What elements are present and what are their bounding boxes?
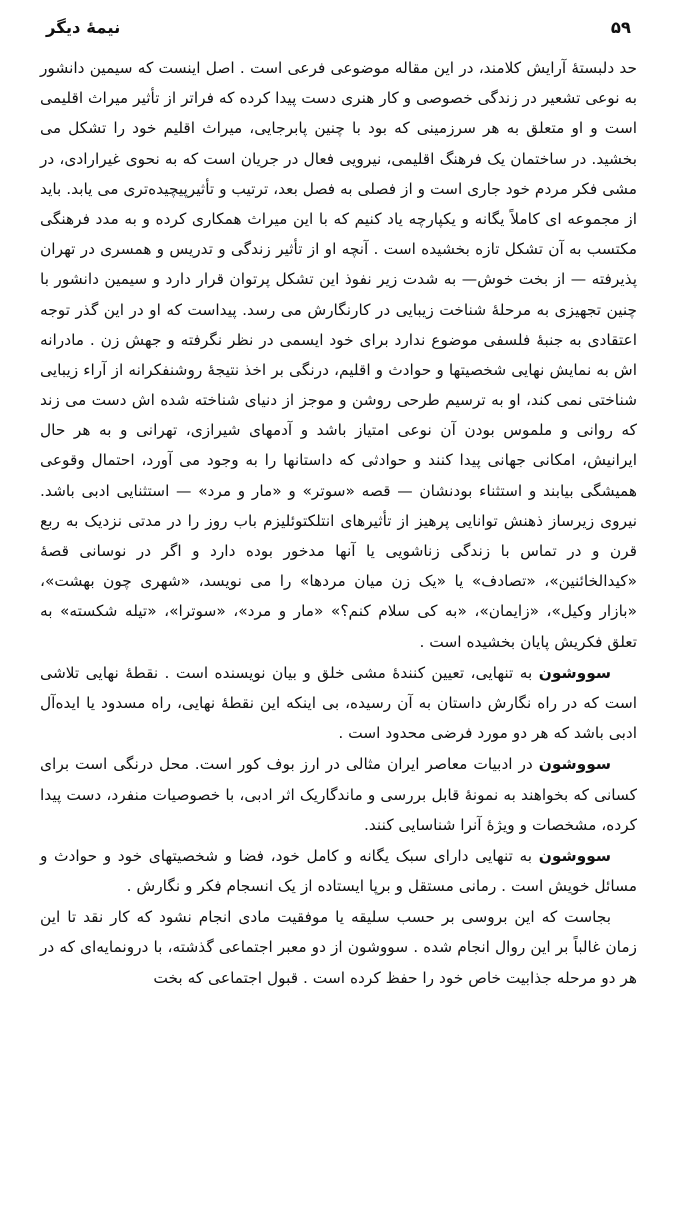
paragraph-1: حد دلبستهٔ آرایش کلامند، در این مقاله موضوعی فرعی است . اصل اینست که سیمین دانشور به نوعی تشعیر در زندگی خصوصی و کار هنری دست پیدا کرده که فراتر از تأثیر میراث اقلیمی است و او متعلق به هر سرزمینی که بود با چنین پابرجایی، میراث اقلیم خود را تشکل می بخشید. در ساختمان یک فرهنگ اقلیمی، نیرویی فعال در جریان است که به نحوی غیرارادی، در مشی فکر مردم خود جاری است و از فصلی به فصل بعد، ترتیب و تأثیرپیچیده‌تری می یابد. باید از مجموعه ای کاملاً یگانه و یکپارچه یاد کنیم که با این میراث همکاری کرده و به مدد فرهنگی مکتسب به آن تشکل تازه بخشیده است . آنچه او از تأثیر زندگی و تدریس و همسری در تهران پذیرفته — از بخت خوش— به شدت زیر نفوذ این تشکل پرتوان قرار دارد و سیمین دانشور با چنین تجهیزی به مرحلهٔ شناخت زیبایی در کارنگارش می رسد. پیداست که او در این گذر توجه اعتقادی به جنبهٔ فلسفی موضوع ندارد برای خود ایسمی در نظر نگرفته و جهش زن . مادرانه اش به نمایش نهایی شخصیتها و حوادث و اقلیم، درنگی بر اخذ نتیجهٔ روشنفکرانه از آراء زیبایی شناختی نمی کند، او به ترسیم طرحی روشن و موجز از دنیای شناخته شده اش دست می زند که روانی و ملموس بودن آن نوعی امتیاز باشد و آدمهای شیرازی، تهرانی و به هر حال ایرانیش، امکانی جهانی پیدا کنند و حوادثی که داستانها را به وجود می آورد، احتمال وقوعی همیشگی بیابند و استثناء بودنشان — قصه «سوتر» و «مار و مرد» — استثنایی ادبی باشد. نیروی زیرساز ذهنش توانایی پرهیز از تأثیرهای انتلکتوئلیزم باب روز را در مدتی نزدیک به ربع قرن و در تماس با زندگی زناشویی یا آنها مدخور بوده دارد و اگر در نوسانی قصهٔ «کیدالخائنین»، «تصادف» یا «یک زن میان مردها» را می نویسد، «شهری چون بهشت»، «بازار وکیل»، «زایمان»، «به کی سلام کنم؟» «مار و مرد»، «سوترا»، «تیله شکسته» به تعلق فکریش پایان بخشیده است . (40, 59, 637, 651)
page-header (40, 18, 637, 37)
paragraph-4 (40, 841, 637, 901)
term-sooshoon-3: سووشون (538, 846, 611, 865)
book-title: نیمهٔ دیگر (46, 18, 121, 37)
page-body (40, 53, 637, 993)
paragraph-3-text: در ادبیات معاصر ایران مثالی در ارز بوف کور است. محل درنگی است برای کسانی که بخواهند به نمونهٔ قابل بررسی و ماندگاریک اثر ادبی، با خصوصیات منفرد، دست پیدا کرده، مشخصات و ویژهٔ آنرا شناسایی کنند. (40, 755, 637, 834)
page-number: ۵۹ (610, 18, 631, 37)
term-sooshoon-2: سووشون (538, 755, 611, 774)
paragraph-3 (40, 749, 637, 840)
paragraph-5-text: بجاست که این بروسی بر حسب سلیقه یا موفقیت مادی انجام نشود که کار نقد تا این زمان غالباً بر این روال انجام شده . سووشون از دو معبر اجتماعی گذشته، با درونمایه‌ای که در هر دو مرحله جذابیت خاص خود را حفظ کرده است . قبول اجتماعی که بخت (40, 908, 637, 987)
paragraph-2 (40, 658, 637, 749)
paragraph-4-text: به تنهایی دارای سبک یگانه و کامل خود، فضا و شخصیتهای خود و حوادث و مسائل خویش است . رمانی مستقل و برپا ایستاده از یک انسجام فکر و نگارش . (40, 846, 637, 896)
paragraph-5 (40, 902, 637, 993)
paragraph-2-text: به تنهایی، تعیین کنندهٔ مشی خلق و بیان نویسنده است . نقطهٔ نهایی تلاشی است که در راه نگارش داستان به آن رسیده، بی اینکه این نقطهٔ نهایی، راه مسدود یا ایده‌آل ادبی باشد که هر دو مورد فرضی محدود است . (40, 663, 637, 743)
term-sooshoon-1: سووشون (538, 663, 611, 682)
